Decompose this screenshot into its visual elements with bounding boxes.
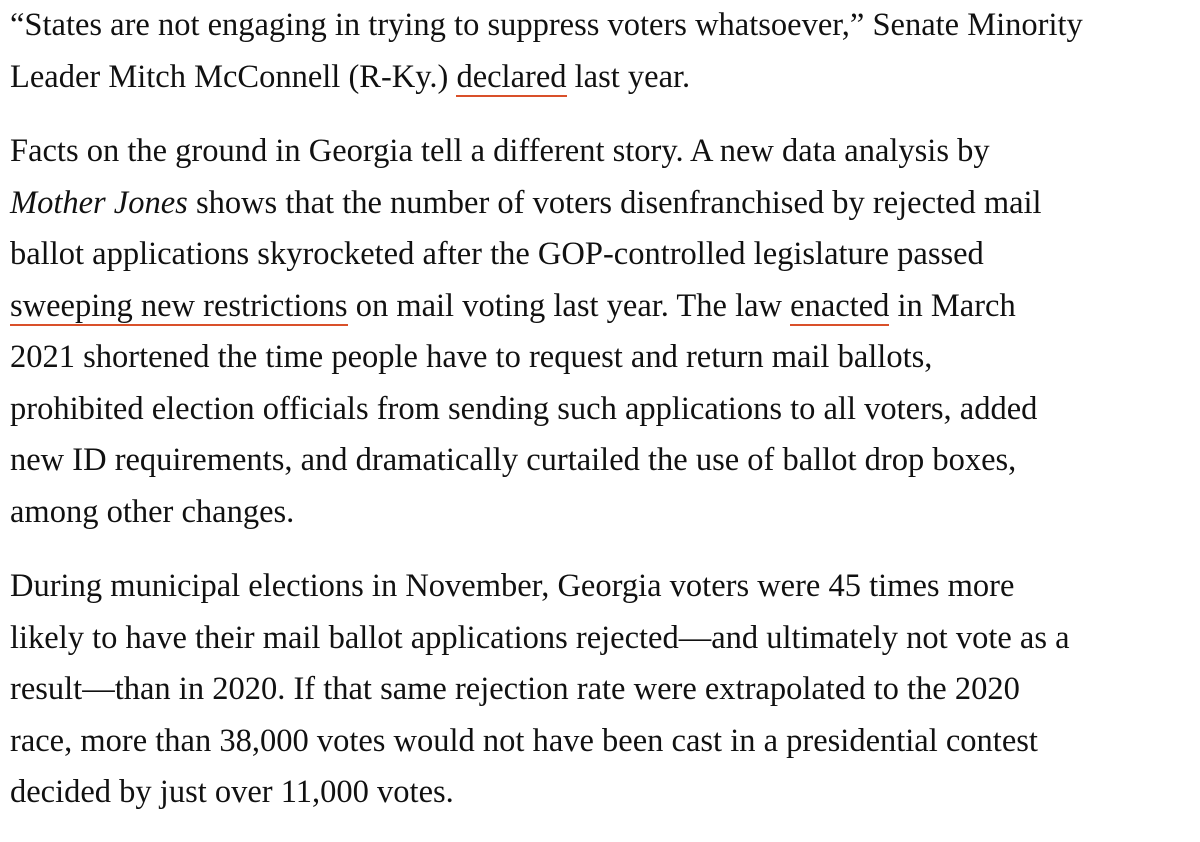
text-line — [10, 384, 1195, 436]
text-run: shows that the number of voters disenfranchised by rejected mail — [187, 184, 1042, 221]
text-run: among other changes. — [10, 493, 295, 530]
text-line — [10, 178, 1195, 230]
text-run: prohibited election officials from sending such applications to all voters, added — [10, 390, 1038, 427]
text-line — [10, 332, 1195, 384]
text-run: on mail voting last year. The law — [347, 287, 791, 324]
text-line — [10, 229, 1195, 281]
text-run: “States are not engaging in trying to suppress voters whatsoever,” Senate Minority — [10, 7, 1083, 43]
article-body — [10, 0, 1195, 842]
text-line — [10, 664, 1195, 716]
text-line — [10, 52, 1195, 104]
text-run: in March — [889, 287, 1016, 324]
link-declared[interactable]: declared — [456, 58, 567, 95]
text-line — [10, 487, 1195, 539]
text-run: During municipal elections in November, Georgia voters were 45 times more — [10, 568, 1015, 604]
text-run: result—than in 2020. If that same rejection rate were extrapolated to the 2020 — [10, 671, 1020, 707]
text-run: race, more than 38,000 votes would not have been cast in a presidential contest — [10, 722, 1038, 759]
text-line — [10, 281, 1195, 333]
link-sweeping-new-restrictions[interactable]: sweeping new restrictions — [10, 287, 348, 324]
paragraph-1 — [10, 0, 1195, 103]
text-run: Leader Mitch McConnell (R-Ky.) — [10, 58, 457, 95]
text-line — [10, 767, 1195, 819]
text-line — [10, 561, 1195, 613]
text-line — [10, 716, 1195, 768]
text-run: new ID requirements, and dramatically curtailed the use of ballot drop boxes, — [10, 442, 1017, 478]
text-run: last year. — [566, 58, 691, 95]
paragraph-3 — [10, 561, 1195, 819]
text-run: decided by just over 11,000 votes. — [10, 774, 454, 810]
text-line — [10, 435, 1195, 487]
paragraph-2 — [10, 126, 1195, 538]
text-run: Facts on the ground in Georgia tell a different story. A new data analysis by — [10, 133, 990, 169]
text-line — [10, 126, 1195, 178]
text-line — [10, 0, 1195, 52]
text-line — [10, 613, 1195, 665]
text-run: ballot applications skyrocketed after the GOP-controlled legislature passed — [10, 236, 984, 272]
text-run: likely to have their mail ballot applications rejected—and ultimately not vote as a — [10, 619, 1070, 656]
text-run: 2021 shortened the time people have to request and return mail ballots, — [10, 339, 933, 375]
publication-name: Mother Jones — [10, 184, 188, 221]
link-enacted[interactable]: enacted — [790, 287, 890, 324]
